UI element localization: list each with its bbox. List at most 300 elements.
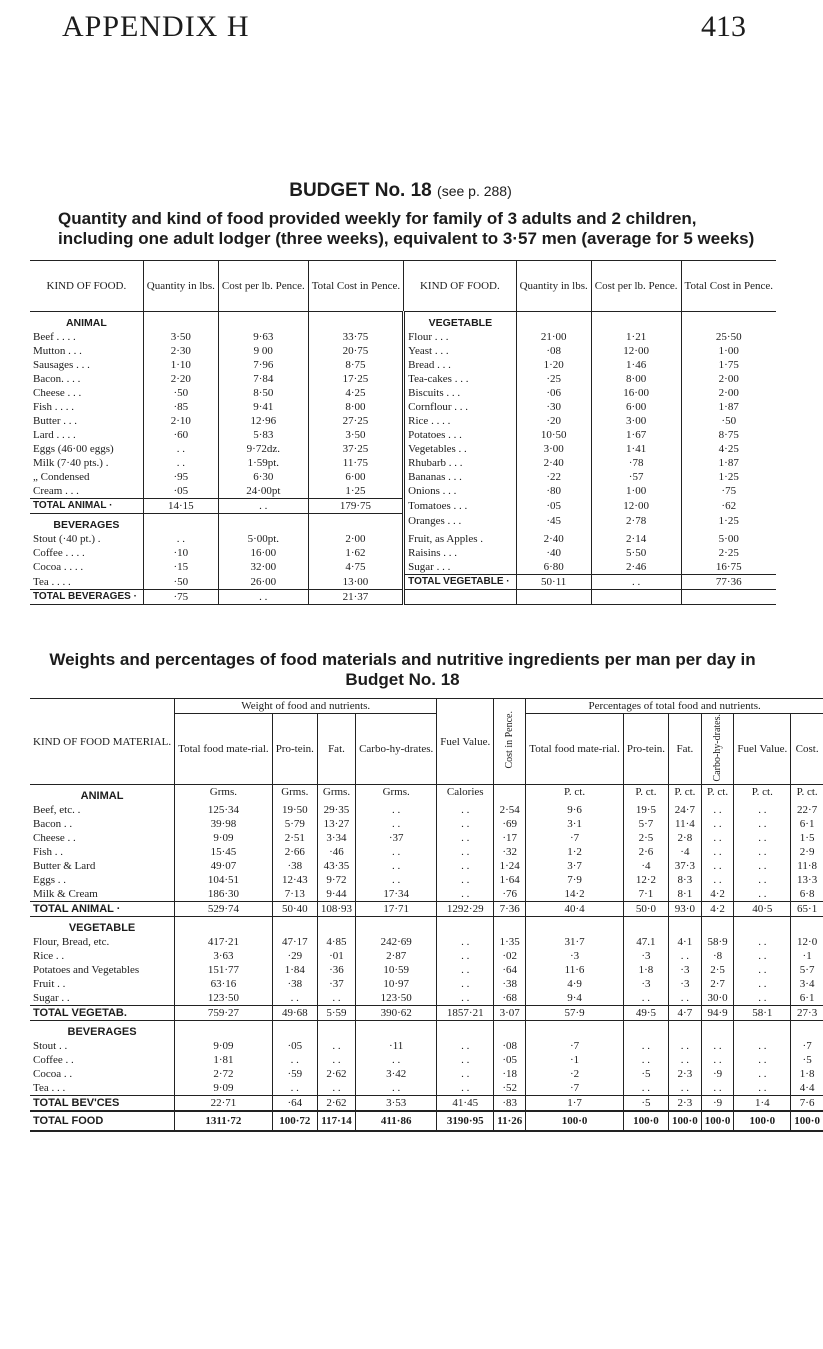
value-cell: . . — [356, 817, 437, 831]
total-cost-cell: 33·75 — [308, 330, 403, 344]
cost-per-lb-cell: 8·00 — [591, 372, 681, 386]
value-cell: 8·3 — [669, 873, 702, 887]
value-cell: ·83 — [494, 1096, 526, 1112]
material-name: Sugar . . — [30, 991, 175, 1006]
value-cell: 2·6 — [623, 845, 668, 859]
value-cell — [437, 1021, 494, 1040]
value-cell: 1·7 — [526, 1096, 624, 1112]
cost-per-lb-cell: 16·00 — [218, 546, 308, 560]
value-cell: Grms. — [356, 785, 437, 804]
value-cell: 3·34 — [317, 831, 355, 845]
value-cell: . . — [356, 1053, 437, 1067]
value-cell: . . — [437, 831, 494, 845]
value-cell: 50·0 — [623, 902, 668, 917]
value-cell: . . — [356, 845, 437, 859]
material-name: Coffee . . — [30, 1053, 175, 1067]
value-cell: 29·35 — [317, 803, 355, 817]
quantity-cell: ·25 — [516, 372, 591, 386]
total-cost-cell: 1·62 — [308, 546, 403, 560]
value-cell: 94·9 — [701, 1006, 734, 1021]
value-cell: 47.1 — [623, 935, 668, 949]
value-cell: 1311·72 — [175, 1111, 273, 1131]
value-cell: . . — [701, 831, 734, 845]
value-cell: ·3 — [526, 949, 624, 963]
value-cell: 100·0 — [669, 1111, 702, 1131]
value-cell: . . — [437, 949, 494, 963]
value-cell: 2·5 — [701, 963, 734, 977]
cost-per-lb-cell: 9·63 — [218, 330, 308, 344]
cost-per-lb-cell: 1·00 — [591, 484, 681, 499]
value-cell: 100·0 — [623, 1111, 668, 1131]
quantity-cell: ·22 — [516, 470, 591, 484]
value-cell: 40·4 — [526, 902, 624, 917]
food-name: Bread . . . — [404, 358, 516, 372]
material-name: Rice . . — [30, 949, 175, 963]
value-cell: ·68 — [494, 991, 526, 1006]
quantity-cell: . . — [143, 442, 218, 456]
value-cell: 151·77 — [175, 963, 273, 977]
table-row — [30, 514, 776, 533]
value-cell — [494, 917, 526, 936]
food-name: Bacon. . . . — [30, 372, 143, 386]
value-cell: . . — [669, 1081, 702, 1096]
value-cell: ·3 — [623, 977, 668, 991]
value-cell: ·08 — [494, 1039, 526, 1053]
quantity-cell: ·85 — [143, 400, 218, 414]
total-label: TOTAL BEVERAGES · — [30, 590, 143, 605]
value-cell: . . — [317, 991, 355, 1006]
section-title: Weights and percentages of food materials and nutritive ingredients per man per day in Budget No. 18 — [49, 650, 756, 689]
value-cell — [623, 917, 668, 936]
food-name: Cocoa . . . . — [30, 560, 143, 575]
value-cell: 49·68 — [272, 1006, 317, 1021]
value-cell: 4·2 — [701, 902, 734, 917]
table-row — [30, 442, 776, 456]
food-name: Fruit, as Apples . — [404, 532, 516, 546]
value-cell: ·64 — [494, 963, 526, 977]
table-row — [30, 428, 776, 442]
value-cell: . . — [437, 803, 494, 817]
value-cell: . . — [734, 887, 791, 902]
value-cell: 2·54 — [494, 803, 526, 817]
value-cell: 7·1 — [623, 887, 668, 902]
cost-per-lb-cell: 32·00 — [218, 560, 308, 575]
food-name: Tea-cakes . . . — [404, 372, 516, 386]
value-cell: . . — [317, 1081, 355, 1096]
empty-cell — [143, 312, 218, 331]
cost-per-lb-cell: 26·00 — [218, 575, 308, 590]
material-name: Tea . . . — [30, 1081, 175, 1096]
value-cell: P. ct. — [796, 786, 818, 799]
quantity-cell: ·08 — [516, 344, 591, 358]
value-cell: 40·5 — [734, 902, 791, 917]
value-cell: 19·50 — [272, 803, 317, 817]
col-fat: Fat. — [317, 714, 355, 785]
food-name: Butter . . . — [30, 414, 143, 428]
quantity-cell: 50·11 — [516, 575, 591, 590]
col-fuel-value: Fuel Value. — [437, 699, 494, 785]
total-label: TOTAL VEGETAB. — [30, 1006, 175, 1021]
quantity-cell: 1·20 — [516, 358, 591, 372]
value-cell: P. ct. — [526, 785, 624, 804]
food-name: Lard . . . . — [30, 428, 143, 442]
value-cell: ·69 — [494, 817, 526, 831]
value-cell: . . — [734, 949, 791, 963]
material-name: Beef, etc. . — [30, 803, 175, 817]
value-cell: ·64 — [272, 1096, 317, 1112]
value-cell — [526, 1021, 624, 1040]
food-quantity-table — [30, 260, 776, 605]
total-cost-cell: 2·25 — [718, 547, 739, 559]
value-cell: ·36 — [317, 963, 355, 977]
value-cell: 3·53 — [356, 1096, 437, 1112]
value-cell: 3·63 — [175, 949, 273, 963]
total-cost-cell: 16·75 — [715, 561, 742, 573]
value-cell: Grms. — [317, 785, 355, 804]
value-cell: 104·51 — [175, 873, 273, 887]
table-row — [30, 470, 776, 484]
table-row — [30, 344, 776, 358]
value-cell: 2·8 — [669, 831, 702, 845]
value-cell: ·37 — [317, 977, 355, 991]
food-name: Oranges . . . — [404, 514, 516, 533]
empty-cell — [404, 590, 516, 605]
value-cell: 93·0 — [669, 902, 702, 917]
value-cell: . . — [437, 859, 494, 873]
value-cell: ·38 — [272, 977, 317, 991]
value-cell — [494, 785, 526, 804]
table-row — [30, 1067, 823, 1081]
cost-per-lb-cell: 1·41 — [591, 442, 681, 456]
quantity-cell: ·05 — [516, 499, 591, 514]
col-carbohydrates: Carbo-hy-drates. — [356, 714, 437, 785]
material-name: Butter & Lard — [30, 859, 175, 873]
empty-cell — [681, 312, 776, 331]
value-cell — [437, 917, 494, 936]
value-cell: 2·3 — [669, 1096, 702, 1112]
col-total-food: Total food mate-rial. — [175, 714, 273, 785]
value-cell: 3·42 — [356, 1067, 437, 1081]
food-name: „ Condensed — [30, 470, 143, 484]
total-cost-cell: 6·00 — [308, 470, 403, 484]
cost-per-lb-cell: 16·00 — [591, 386, 681, 400]
table-row — [30, 831, 823, 845]
budget-intro: Quantity and kind of food provided weekly for family of 3 adults and 2 children, including one adult lodger (three weeks), equivalent to 3·57 men (average for 5 weeks) — [58, 209, 755, 248]
table-row — [30, 902, 823, 917]
value-cell: ·76 — [494, 887, 526, 902]
value-cell — [317, 917, 355, 936]
cost-per-lb-cell: 24·00pt — [218, 484, 308, 499]
food-name: Mutton . . . — [30, 344, 143, 358]
value-cell: . . — [437, 963, 494, 977]
table-row — [30, 785, 823, 804]
value-cell: ·01 — [317, 949, 355, 963]
section-label: ANIMAL — [30, 312, 143, 331]
value-cell: 6·1 — [799, 992, 815, 1005]
col-total-right: Total Cost in Pence. — [681, 261, 776, 312]
quantity-cell: ·06 — [516, 386, 591, 400]
value-cell: 17·34 — [356, 887, 437, 902]
page-number: 413 — [701, 10, 746, 43]
total-cost-cell: 1·25 — [718, 514, 739, 527]
value-cell: 123·50 — [356, 991, 437, 1006]
quantity-cell: 14·15 — [143, 499, 218, 514]
cost-per-lb-cell: ·57 — [591, 470, 681, 484]
section-label: BEVERAGES — [30, 514, 143, 533]
quantity-cell: ·95 — [143, 470, 218, 484]
total-cost-cell: 1·25 — [308, 484, 403, 499]
empty-cell — [218, 514, 308, 533]
total-cost-cell: 1·87 — [718, 401, 739, 413]
value-cell — [623, 1021, 668, 1040]
quantity-cell: 2·20 — [143, 372, 218, 386]
value-cell: 3·07 — [494, 1006, 526, 1021]
value-cell: 27·3 — [791, 1006, 823, 1021]
food-name: Cornflour . . . — [404, 400, 516, 414]
cost-per-lb-cell: 5·50 — [591, 546, 681, 560]
table-row — [30, 358, 776, 372]
cost-per-lb-cell: 5·83 — [218, 428, 308, 442]
value-cell: . . — [669, 949, 702, 963]
total-cost-cell: 4·25 — [718, 443, 739, 455]
food-name: Fish . . . . — [30, 400, 143, 414]
quantity-cell: . . — [143, 532, 218, 546]
total-cost-cell: 17·25 — [308, 372, 403, 386]
value-cell: 100·0 — [791, 1111, 823, 1131]
page-header — [56, 10, 746, 56]
value-cell: . . — [272, 1081, 317, 1096]
table-row — [30, 400, 776, 414]
value-cell: ·9 — [701, 1067, 734, 1081]
value-cell — [272, 917, 317, 936]
total-cost-cell: 37·25 — [308, 442, 403, 456]
total-cost-cell: 179·75 — [308, 499, 403, 514]
total-cost-cell: 20·75 — [308, 344, 403, 358]
quantity-cell: ·50 — [143, 575, 218, 590]
quantity-cell: ·75 — [143, 590, 218, 605]
value-cell: 2·7 — [701, 977, 734, 991]
value-cell: . . — [701, 859, 734, 873]
value-cell: . . — [734, 1081, 791, 1096]
value-cell: 1·5 — [799, 832, 815, 845]
value-cell: 1292·29 — [437, 902, 494, 917]
food-quantity-header-row — [30, 261, 776, 312]
table-row — [30, 484, 776, 499]
total-cost-cell: 77·36 — [681, 575, 776, 590]
food-name: Cream . . . — [30, 484, 143, 499]
food-name: Yeast . . . — [404, 344, 516, 358]
group-percent-header: Percentages of total food and nutrients. — [526, 699, 823, 714]
total-label: TOTAL ANIMAL · — [30, 902, 175, 917]
total-cost-cell: 1·75 — [718, 359, 739, 371]
nutrient-body — [30, 785, 823, 1132]
table-row — [30, 1081, 823, 1096]
total-cost-cell: 4·25 — [308, 386, 403, 400]
value-cell: P. ct. — [701, 785, 734, 804]
quantity-cell: 2·30 — [143, 344, 218, 358]
total-cost-cell: 13·00 — [308, 575, 403, 590]
quantity-cell: ·60 — [143, 428, 218, 442]
value-cell: 19·5 — [623, 803, 668, 817]
value-cell: . . — [356, 1081, 437, 1096]
table-row — [30, 917, 823, 936]
value-cell: ·37 — [356, 831, 437, 845]
cost-per-lb-cell: 8·50 — [218, 386, 308, 400]
value-cell: . . — [701, 1081, 734, 1096]
table-row — [30, 991, 823, 1006]
value-cell: 13·3 — [797, 874, 818, 887]
quantity-cell: 21·00 — [516, 330, 591, 344]
cost-per-lb-cell: 12·00 — [591, 499, 681, 514]
nutrient-table — [30, 698, 823, 1132]
value-cell: 2·66 — [272, 845, 317, 859]
quantity-cell: ·40 — [516, 546, 591, 560]
cost-per-lb-cell: . . — [218, 590, 308, 605]
section-label: VEGETABLE — [30, 917, 175, 936]
food-name: Coffee . . . . — [30, 546, 143, 560]
value-cell: 7·36 — [494, 902, 526, 917]
value-cell: . . — [317, 1053, 355, 1067]
total-cost-cell: 5·00 — [718, 533, 739, 545]
col-pct-total-food: Total food mate-rial. — [526, 714, 624, 785]
table-row — [30, 499, 776, 514]
value-cell: 12·0 — [797, 936, 818, 949]
value-cell: . . — [734, 873, 791, 887]
value-cell — [791, 917, 823, 936]
value-cell: 242·69 — [356, 935, 437, 949]
value-cell: 186·30 — [175, 887, 273, 902]
value-cell: ·3 — [669, 963, 702, 977]
value-cell: ·7 — [802, 1040, 812, 1053]
col-kind-right: KIND OF FOOD. — [404, 261, 516, 312]
value-cell: . . — [734, 977, 791, 991]
table-row — [30, 1096, 823, 1112]
value-cell: ·2 — [526, 1067, 624, 1081]
value-cell: 8·1 — [669, 887, 702, 902]
value-cell: ·05 — [272, 1039, 317, 1053]
total-cost-cell: 2·00 — [718, 373, 739, 385]
value-cell — [669, 1021, 702, 1040]
value-cell: . . — [437, 845, 494, 859]
total-cost-cell: 1·00 — [718, 345, 739, 357]
value-cell: . . — [437, 935, 494, 949]
material-name: Potatoes and Vegetables — [30, 963, 175, 977]
value-cell: 47·17 — [272, 935, 317, 949]
section-label: VEGETABLE — [404, 312, 516, 331]
table-row — [30, 532, 776, 546]
value-cell: 1·4 — [734, 1096, 791, 1112]
value-cell: . . — [437, 1039, 494, 1053]
col-kind-material: KIND OF FOOD MATERIAL. — [30, 699, 175, 785]
material-name: Eggs . . — [30, 873, 175, 887]
table-row — [30, 330, 776, 344]
table-row — [30, 1039, 823, 1053]
col-pct-cost: Cost. — [791, 714, 823, 785]
value-cell: . . — [669, 1039, 702, 1053]
value-cell: . . — [734, 803, 791, 817]
value-cell — [791, 1021, 823, 1040]
value-cell: 7·13 — [272, 887, 317, 902]
value-cell: . . — [317, 1039, 355, 1053]
table-row — [30, 1006, 823, 1021]
value-cell: 50·40 — [272, 902, 317, 917]
value-cell: 9·6 — [526, 803, 624, 817]
value-cell: . . — [701, 817, 734, 831]
value-cell: 100·0 — [701, 1111, 734, 1131]
value-cell: 41·45 — [437, 1096, 494, 1112]
value-cell: . . — [437, 887, 494, 902]
cost-per-lb-cell: 12·00 — [591, 344, 681, 358]
value-cell: 1·35 — [494, 935, 526, 949]
value-cell: 390·62 — [356, 1006, 437, 1021]
quantity-cell: ·20 — [516, 414, 591, 428]
cost-per-lb-cell: 6·00 — [591, 400, 681, 414]
value-cell: . . — [623, 1039, 668, 1053]
value-cell: . . — [437, 817, 494, 831]
col-quantity-right: Quantity in lbs. — [516, 261, 591, 312]
value-cell: . . — [734, 859, 791, 873]
value-cell: 17·71 — [356, 902, 437, 917]
value-cell: . . — [356, 873, 437, 887]
food-name: Potatoes . . . — [404, 428, 516, 442]
running-title: APPENDIX H — [62, 10, 250, 43]
table-row — [30, 1053, 823, 1067]
value-cell: ·5 — [802, 1054, 812, 1067]
value-cell: . . — [669, 991, 702, 1006]
quantity-cell: 2·40 — [516, 532, 591, 546]
cost-per-lb-cell: 2·46 — [591, 560, 681, 575]
table-row — [30, 414, 776, 428]
value-cell: . . — [437, 873, 494, 887]
col-cost-left: Cost per lb. Pence. — [218, 261, 308, 312]
value-cell: . . — [734, 845, 791, 859]
value-cell: 1·2 — [526, 845, 624, 859]
value-cell: ·18 — [494, 1067, 526, 1081]
value-cell: 1·81 — [175, 1053, 273, 1067]
material-name: Milk & Cream — [30, 887, 175, 902]
value-cell: ·38 — [272, 859, 317, 873]
value-cell: 58·9 — [701, 935, 734, 949]
value-cell: 108·93 — [317, 902, 355, 917]
value-cell: 9·09 — [175, 831, 273, 845]
value-cell: 9·44 — [317, 887, 355, 902]
value-cell — [734, 917, 791, 936]
value-cell: P. ct. — [669, 785, 702, 804]
total-cost-cell: 4·75 — [308, 560, 403, 575]
empty-cell — [591, 590, 681, 605]
value-cell: . . — [734, 963, 791, 977]
value-cell — [175, 917, 273, 936]
total-cost-cell: 8·00 — [308, 400, 403, 414]
value-cell: ·7 — [526, 1081, 624, 1096]
value-cell: 3·4 — [799, 978, 815, 991]
table-row — [30, 456, 776, 470]
value-cell: ·4 — [669, 845, 702, 859]
value-cell — [734, 1021, 791, 1040]
total-label: TOTAL FOOD — [30, 1111, 175, 1131]
table-row — [30, 312, 776, 331]
value-cell: . . — [701, 1039, 734, 1053]
food-name: Biscuits . . . — [404, 386, 516, 400]
empty-cell — [516, 312, 591, 331]
value-cell: 100·0 — [526, 1111, 624, 1131]
cost-per-lb-cell: 9·72dz. — [218, 442, 308, 456]
value-cell: . . — [734, 1053, 791, 1067]
value-cell: 2·51 — [272, 831, 317, 845]
value-cell: 1·8 — [799, 1068, 815, 1081]
value-cell: . . — [701, 873, 734, 887]
total-label: TOTAL BEV'CES — [30, 1096, 175, 1112]
